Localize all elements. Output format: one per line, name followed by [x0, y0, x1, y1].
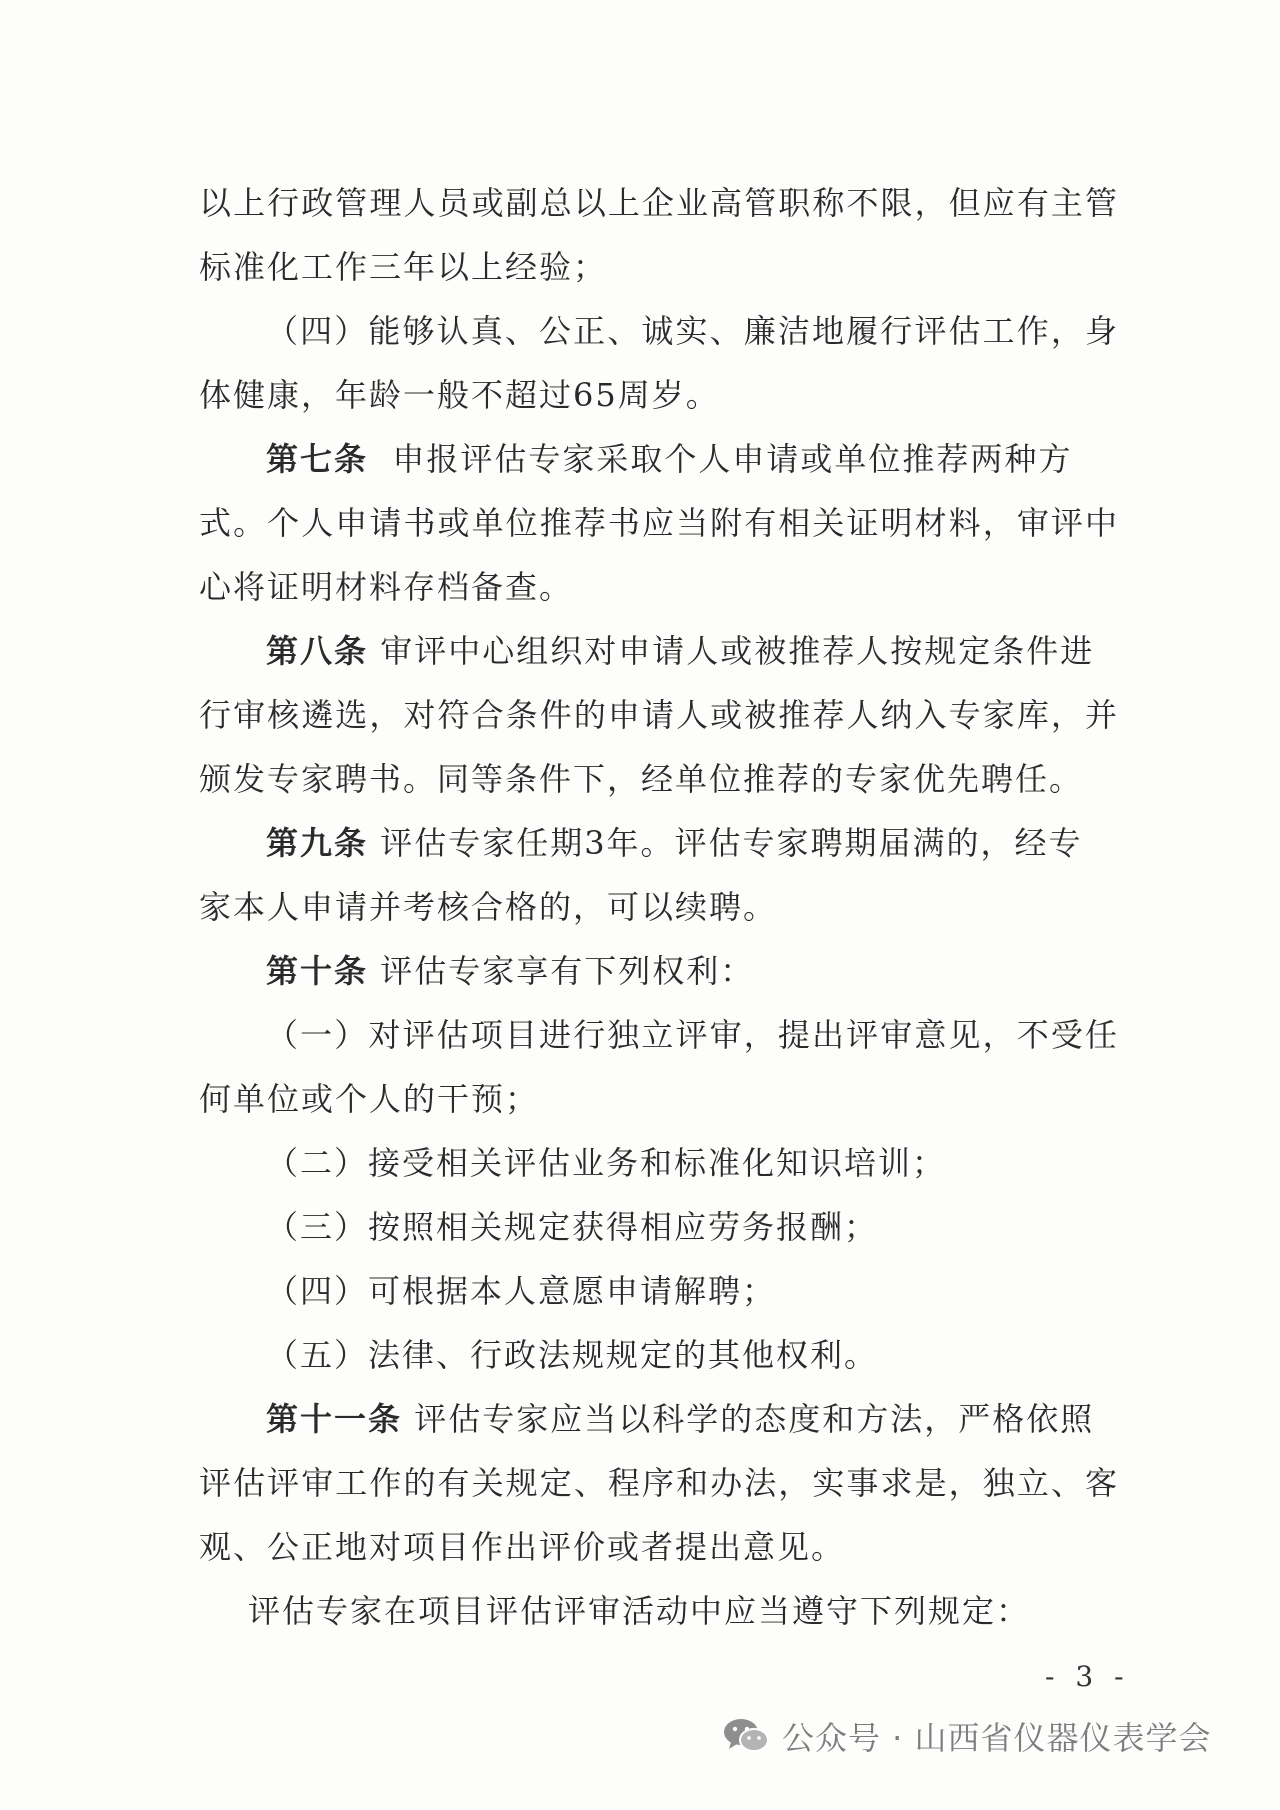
watermark: [722, 1712, 1212, 1760]
wechat-icon: [722, 1716, 772, 1756]
text-line-18: （四）可根据本人意愿申请解聘；: [266, 1272, 777, 1310]
text-line-7: 心将证明材料存档备查。: [199, 568, 574, 606]
text-line-14: （一）对评估项目进行独立评审，提出评审意见，不受任: [266, 1016, 1119, 1054]
text-line-23: 评估专家在项目评估评审活动中应当遵守下列规定：: [248, 1592, 1031, 1630]
text-line-17: （三）按照相关规定获得相应劳务报酬；: [266, 1208, 879, 1246]
watermark-text: 公众号 · 山西省仪器仪表学会: [782, 1719, 1212, 1757]
text-line-15: 何单位或个人的干预；: [199, 1080, 540, 1118]
article-11-heading: 第十一条: [266, 1400, 403, 1438]
article-8-line-1: [266, 631, 1119, 671]
article-11-text: 评估专家应当以科学的态度和方法，严格依照: [414, 1400, 1095, 1438]
text-line-10: 颁发专家聘书。同等条件下，经单位推荐的专家优先聘任。: [199, 760, 1084, 798]
article-8-text: 审评中心组织对申请人或被推荐人按规定条件进: [380, 632, 1095, 670]
page-number: - 3 -: [1045, 1660, 1130, 1693]
article-7-text: 申报评估专家采取个人申请或单位推荐两种方: [392, 440, 1073, 478]
text-line-19: （五）法律、行政法规规定的其他权利。: [266, 1336, 879, 1374]
text-line-22: 观、公正地对项目作出评价或者提出意见。: [199, 1528, 846, 1566]
text-line-9: 行审核遴选，对符合条件的申请人或被推荐人纳入专家库，并: [199, 696, 1119, 734]
text-line-1: 以上行政管理人员或副总以上企业高管职称不限，但应有主管: [199, 184, 1119, 222]
text-line-6: 式。个人申请书或单位推荐书应当附有相关证明材料，审评中: [199, 504, 1119, 542]
article-9-text: 评估专家任期3年。评估专家聘期届满的，经专: [380, 824, 1083, 862]
text-line-4: 体健康，年龄一般不超过65周岁。: [199, 376, 720, 414]
article-8-heading: 第八条: [266, 632, 369, 670]
article-10-line-1: [266, 951, 1119, 991]
text-line-16: （二）接受相关评估业务和标准化知识培训；: [266, 1144, 947, 1182]
article-10-heading: 第十条: [266, 952, 369, 990]
text-line-21: 评估评审工作的有关规定、程序和办法，实事求是，独立、客: [199, 1464, 1119, 1502]
text-line-12: 家本人申请并考核合格的，可以续聘。: [199, 888, 778, 926]
article-11-line-1: [266, 1399, 1119, 1439]
article-9-line-1: [266, 823, 1119, 863]
text-line-2: 标准化工作三年以上经验；: [199, 248, 608, 286]
text-line-3: （四）能够认真、公正、诚实、廉洁地履行评估工作，身: [266, 312, 1119, 350]
article-9-heading: 第九条: [266, 824, 369, 862]
article-10-text: 评估专家享有下列权利：: [380, 952, 755, 990]
article-7-heading: 第七条: [266, 440, 369, 478]
article-7-line-1: [266, 439, 1119, 479]
